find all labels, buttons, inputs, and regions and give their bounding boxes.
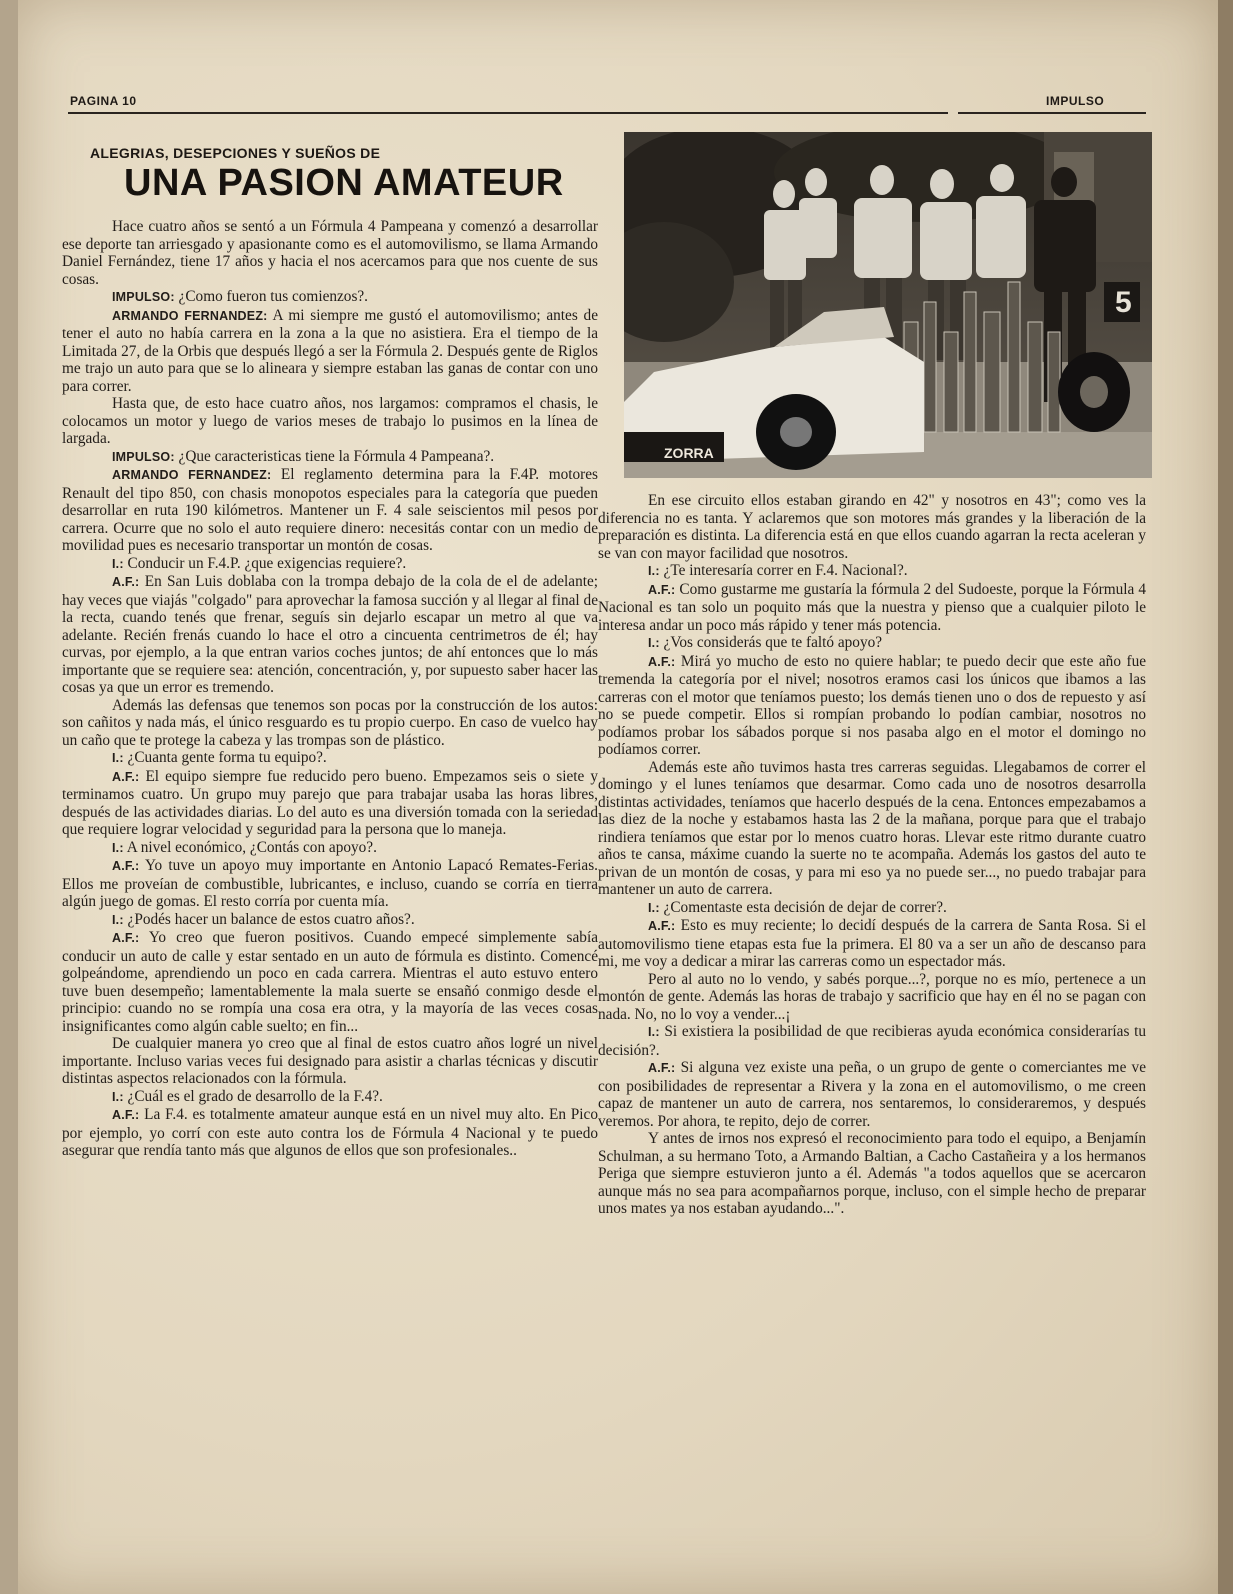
article-paragraph (62, 697, 598, 750)
paragraph-text: Hace cuatro años se sentó a un Fórmula 4 Pampeana y comenzó a desarrollar ese deporte tan arriesgado y apasionante como es el automovilismo, se llama Armando Daniel Fernández, tiene 17 años y hacia el nos acercamos para que nos cuente de sus cosas. (62, 218, 598, 288)
article-paragraph (62, 857, 598, 911)
paragraph-text: Y antes de irnos nos expresó el reconocimiento para todo el equipo, a Benjamín Schulman, a su hermano Toto, a Armando Baltian, a Cacho Castañeira y a los hermanos Periga que siempre estuvieron junto a él. Además "a todos aquellos que se acercaron aunque más no sea para acompañarnos porque, incluso, con el simple hecho de preparar unos mates ya nos estaban ayudando...". (598, 1130, 1146, 1217)
speaker-label: I.: (648, 1025, 660, 1039)
article-paragraph (62, 1106, 598, 1160)
paragraph-text: Conducir un F.4.P. ¿que exigencias requiere?. (127, 554, 407, 572)
speaker-label: I.: (112, 912, 124, 927)
speaker-label: I.: (648, 636, 660, 650)
article-paragraph (598, 1023, 1146, 1059)
header-rule-left (68, 112, 948, 114)
article-kicker: ALEGRIAS, DESEPCIONES Y SUEÑOS DE (90, 145, 381, 161)
article-paragraph (598, 759, 1146, 899)
article-paragraph (62, 218, 598, 288)
speaker-label: A.F.: (648, 582, 676, 597)
paragraph-text: Además este año tuvimos hasta tres carreras seguidas. Llegabamos de correr el domingo y el lunes teníamos que desarmar. Como cada uno de nosotros desarrolla distintas actividades, teníamos que hacerlo después de la cena. Entonces empezabamos a las diez de la noche y estabamos hasta las 2 de la mañana, porque para que el trabajo rindiera teníamos que estar por lo menos cuatro horas. Llevar este ritmo durante cuatro años te cansa, máxime cuando la suerte no te acompaña. Además los gastos del auto te privan de un montón de cosas, y para mi eso ya no puede ser..., no puedo trabajar para mantener un auto de carrera. (598, 758, 1146, 898)
paragraph-text: La F.4. es totalmente amateur aunque está en un nivel muy alto. En Pico por ejemplo, yo corrí con este auto contra los de Fórmula 4 Nacional y te puedo asegurar que rendía tanto más que algunos de ellos que son profesionales.. (62, 1106, 598, 1159)
article-paragraph (62, 1035, 598, 1088)
speaker-label: A.F.: (112, 575, 140, 589)
paragraph-text: ¿Que caracteristicas tiene la Fórmula 4 Pampeana?. (178, 447, 495, 465)
article-paragraph (62, 839, 598, 858)
paragraph-text: Si alguna vez existe una peña, o un grupo de gente o comerciantes me ve con posibilidades de representar a Rivera y la zona en el automovilismo, o me creen capaz de mantener un auto de carrera, nos sentaremos, lo consideraremos, y después veremos. Por ahora, te repito, dejo de correr. (598, 1059, 1146, 1130)
paragraph-text: Yo tuve un apoyo muy importante en Antonio Lapacó Remates-Ferias. Ellos me proveían de combustible, lubricantes, e incluso, cuando se corría en tierra algún juego de gomas. El resto corría por cuenta mía. (62, 857, 598, 910)
article-paragraph (62, 1088, 598, 1107)
speaker-label: A.F.: (112, 859, 140, 873)
speaker-label: I.: (648, 900, 660, 915)
article-paragraph (598, 562, 1146, 581)
paragraph-text: A nivel económico, ¿Contás con apoyo?. (126, 838, 377, 856)
speaker-label: A.F.: (648, 919, 676, 933)
paragraph-text: Mirá yo mucho de esto no quiere hablar; te puedo decir que este año fue tremenda la categoría por el nivel; nosotros eramos casi los únicos que ibamos a las carreras con el motor que teníamos puesto; los demás tienen uno o dos de repuesto y así no se puede competir. Ellos si rompían probando lo podían cambiar, nosotros no podíamos probar los sábados porque si nos pasaba algo en el motor el domingo no podíamos correr. (598, 652, 1147, 758)
paragraph-text: Hasta que, de esto hace cuatro años, nos largamos: compramos el chasis, le colocamos un motor y luego de varios meses de trabajo lo pusimos en la línea de largada. (62, 395, 598, 447)
paragraph-text: Esto es muy reciente; lo decidí después de la carrera de Santa Rosa. Si el automovilismo tiene etapas esta fue la primera. El 80 va a ser un año de descanso para mi, me voy a dedicar a mirar las carreras como un espectador más. (598, 917, 1146, 970)
paragraph-text: ¿Comentaste esta decisión de dejar de correr?. (663, 898, 947, 916)
paragraph-text: Yo creo que fueron positivos. Cuando empecé simplemente sabía conducir un auto de calle y estar sentado en un auto de fórmula es distinto. Comencé golpeándome, aprendiendo un poco en cada carrera. Mientras el auto estuvo entero tuve buen desempeño; lamentablemente la mala suerte se ensañó conmigo desde el principio: cuando no se rompía una cosa era otra, y la mayoría de las veces cosas insignificantes como algún cable suelto; en fin... (62, 929, 598, 1035)
paragraph-text: ¿Como fueron tus comienzos?. (178, 288, 369, 305)
speaker-label: ARMANDO FERNANDEZ: (112, 468, 272, 482)
article-paragraph (62, 395, 598, 448)
article-column-left (62, 218, 598, 1160)
paragraph-text: En San Luis doblaba con la trompa debajo de la cola de el de adelante; hay veces que viajás "colgado" para aprovechar la famosa succión y al llegar al final de la recta, cuando tenés que frenar, seguís sin dejarlo escapar un metro al que va adelante. Recién frenás cuando lo hace el otro a cincuenta centrimetros de él; hay curvas, por ejemplo, a la que entran varios coches juntos; de ahí entonces que lo más importante que se requiere sea: atención, concentración, y, por supuesto saber hacer las cosas ya que un error es tremendo. (62, 573, 599, 696)
paragraph-text: ¿Vos considerás que te faltó apoyo? (663, 634, 883, 651)
speaker-label: I.: (112, 556, 124, 571)
article-paragraph (598, 581, 1146, 635)
paragraph-text: ¿Te interesaría correr en F.4. Nacional?. (663, 562, 908, 579)
paragraph-text: De cualquier manera yo creo que al final de estos cuatro años logré un nivel importante. Incluso varias veces fui designado para asistir a charlas técnicas y discutir distintas aspectos relacionados con la fórmula. (62, 1035, 598, 1087)
speaker-label: ARMANDO FERNANDEZ: (112, 308, 268, 323)
article-paragraph (598, 1059, 1146, 1130)
article-paragraph (598, 492, 1146, 562)
car-number: 5 (1115, 286, 1132, 319)
article-paragraph (62, 929, 598, 1035)
speaker-label: IMPULSO: (112, 290, 175, 304)
article-paragraph (62, 288, 598, 307)
article-paragraph (62, 573, 598, 697)
page-number-label: PAGINA 10 (70, 94, 137, 108)
article-column-right (598, 492, 1146, 1218)
paragraph-text: El reglamento determina para la F.4P. motores Renault del tipo 850, con chasis monopotos especiales para la categoría que pueden desarrollar en ruta 190 kilómetros. Mantener un F. 4 sale seiscientos mil pesos por carrera. Ocurre que no solo el auto requiere dinero: necesitás contar con un medio de movilidad pues es necesario transportar un montón de cosas. (62, 466, 598, 554)
article-paragraph (62, 307, 598, 396)
speaker-label: I.: (112, 840, 124, 855)
paragraph-text: ¿Cuál es el grado de desarrollo de la F.4?. (127, 1087, 383, 1105)
paragraph-text: A mi siempre me gustó el automovilismo; antes de tener el auto no había carrera en la zona a la que no asistiera. Era el tiempo de la Limitada 27, de la Orbis que después llegó a ser la Fórmula 2. Después gente de Riglos me trajo un auto para que se lo alineara y siempre estaban las ganas de contar con uno para correr. (62, 306, 598, 395)
paragraph-text: ¿Cuanta gente forma tu equipo?. (127, 749, 327, 766)
article-paragraph (62, 555, 598, 574)
article-paragraph (62, 749, 598, 768)
article-paragraph (62, 911, 598, 930)
article-paragraph (598, 1130, 1146, 1218)
paragraph-text: Como gustarme me gustaría la fórmula 2 del Sudoeste, porque la Fórmula 4 Nacional es tan solo un poquito más que la nuestra y pienso que a cualquier piloto le interesa andar un poco más rápido y tener más potencia. (598, 580, 1146, 634)
article-paragraph (62, 466, 598, 555)
speaker-label: A.F.: (112, 769, 140, 784)
paragraph-text: Si existiera la posibilidad de que recibieras ayuda económica considerarías tu decisión?. (598, 1023, 1146, 1059)
paragraph-text: El equipo siempre fue reducido pero bueno. Empezamos seis o siete y terminamos cuatro. Un grupo muy parejo que para trabajar usaba las horas libres, después de las actividades diarias. Lo del auto es una diversión tomada con la seriedad que requiere lograr velocidad y seguridad para la persona que lo maneja. (62, 767, 599, 838)
speaker-label: I.: (112, 1089, 124, 1104)
speaker-label: IMPULSO: (112, 449, 175, 464)
speaker-label: I.: (112, 751, 124, 765)
team-photo (624, 132, 1152, 478)
article-paragraph (598, 899, 1146, 918)
paragraph-text: En ese circuito ellos estaban girando en 42" y nosotros en 43"; como ves la diferencia no es tanta. Y aclaremos que son motores más grandes y la liberación de la preparación es distinta. La diferencia está en que ellos cuando agarran la recta aceleran y se van con mayor facilidad que nosotros. (598, 492, 1146, 562)
speaker-label: I.: (648, 564, 660, 578)
speaker-label: A.F.: (648, 654, 676, 669)
header-rule-right (958, 112, 1146, 114)
article-paragraph (598, 634, 1146, 653)
speaker-label: A.F.: (648, 1061, 676, 1075)
paragraph-text: Además las defensas que tenemos son pocas por la construcción de los autos: son cañitos y nada más, el único resguardo es tu propio cuerpo. En caso de vuelco hay un caño que te protege la cabeza y las trompas son de plástico. (62, 696, 598, 749)
article-paragraph (598, 971, 1146, 1024)
team-photo-image (624, 132, 1152, 478)
paragraph-text: Pero al auto no lo vendo, y sabés porque...?, porque no es mío, pertenece a un montón de gente. Además las horas de trabajo y sacrificio que hay en él no se pagan con nada. No, no lo voy a vender...¡ (598, 970, 1146, 1023)
article-paragraph (598, 653, 1146, 759)
article-paragraph (62, 448, 598, 467)
paragraph-text: ¿Podés hacer un balance de estos cuatro años?. (127, 910, 415, 928)
article-paragraph (62, 768, 598, 839)
publication-name: IMPULSO (1046, 94, 1105, 108)
speaker-label: A.F.: (112, 1108, 140, 1122)
article-paragraph (598, 917, 1146, 971)
car-lettering: ZORRA (664, 445, 714, 461)
page-edge-shadow (1218, 0, 1233, 1594)
article-headline: UNA PASION AMATEUR (124, 162, 564, 204)
speaker-label: A.F.: (112, 931, 140, 945)
